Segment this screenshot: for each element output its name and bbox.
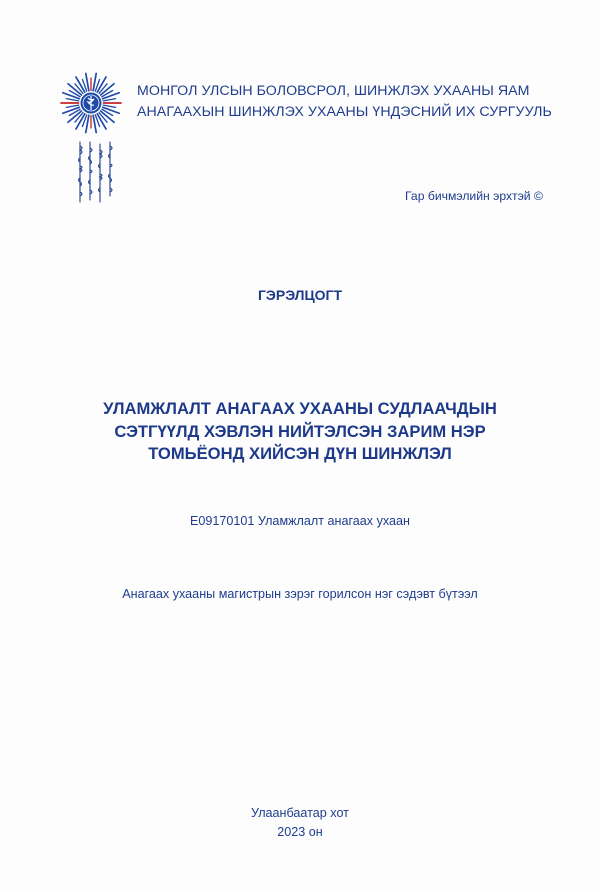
place-and-year	[0, 804, 600, 842]
title-line: СЭТГҮҮЛД ХЭВЛЭН НИЙТЭЛСЭН ЗАРИМ НЭР	[114, 421, 486, 441]
author-name: ГЭРЭЛЦОГТ	[257, 287, 343, 303]
university-name: АНАГААХЫН ШИНЖЛЭХ УХААНЫ ҮНДЭСНИЙ ИХ СУРГУУЛЬ	[137, 104, 552, 120]
mongolian-script-emblem-text	[74, 140, 118, 206]
title-line: ТОМЬЁОНД ХИЙСЭН ДҮН ШИНЖЛЭЛ	[148, 444, 452, 463]
university-emblem-icon	[60, 72, 122, 134]
institution-header	[137, 81, 577, 123]
degree-statement: Анагаах ухааны магистрын зэрэг горилсон нэг сэдэвт бүтээл	[122, 587, 478, 601]
specialty-code: E09170101 Уламжлалт анагаах ухаан	[190, 514, 410, 528]
city: Улаанбаатар хот	[251, 806, 349, 820]
title-line: УЛАМЖЛАЛТ АНАГААХ УХААНЫ СУДЛААЧДЫН	[103, 399, 497, 418]
year: 2023 он	[277, 825, 323, 839]
ministry-name: МОНГОЛ УЛСЫН БОЛОВСРОЛ, ШИНЖЛЭХ УХААНЫ ЯАМ	[137, 83, 530, 99]
copyright-notice: Гар бичмэлийн эрхтэй ©	[405, 189, 543, 203]
thesis-title	[0, 398, 600, 466]
